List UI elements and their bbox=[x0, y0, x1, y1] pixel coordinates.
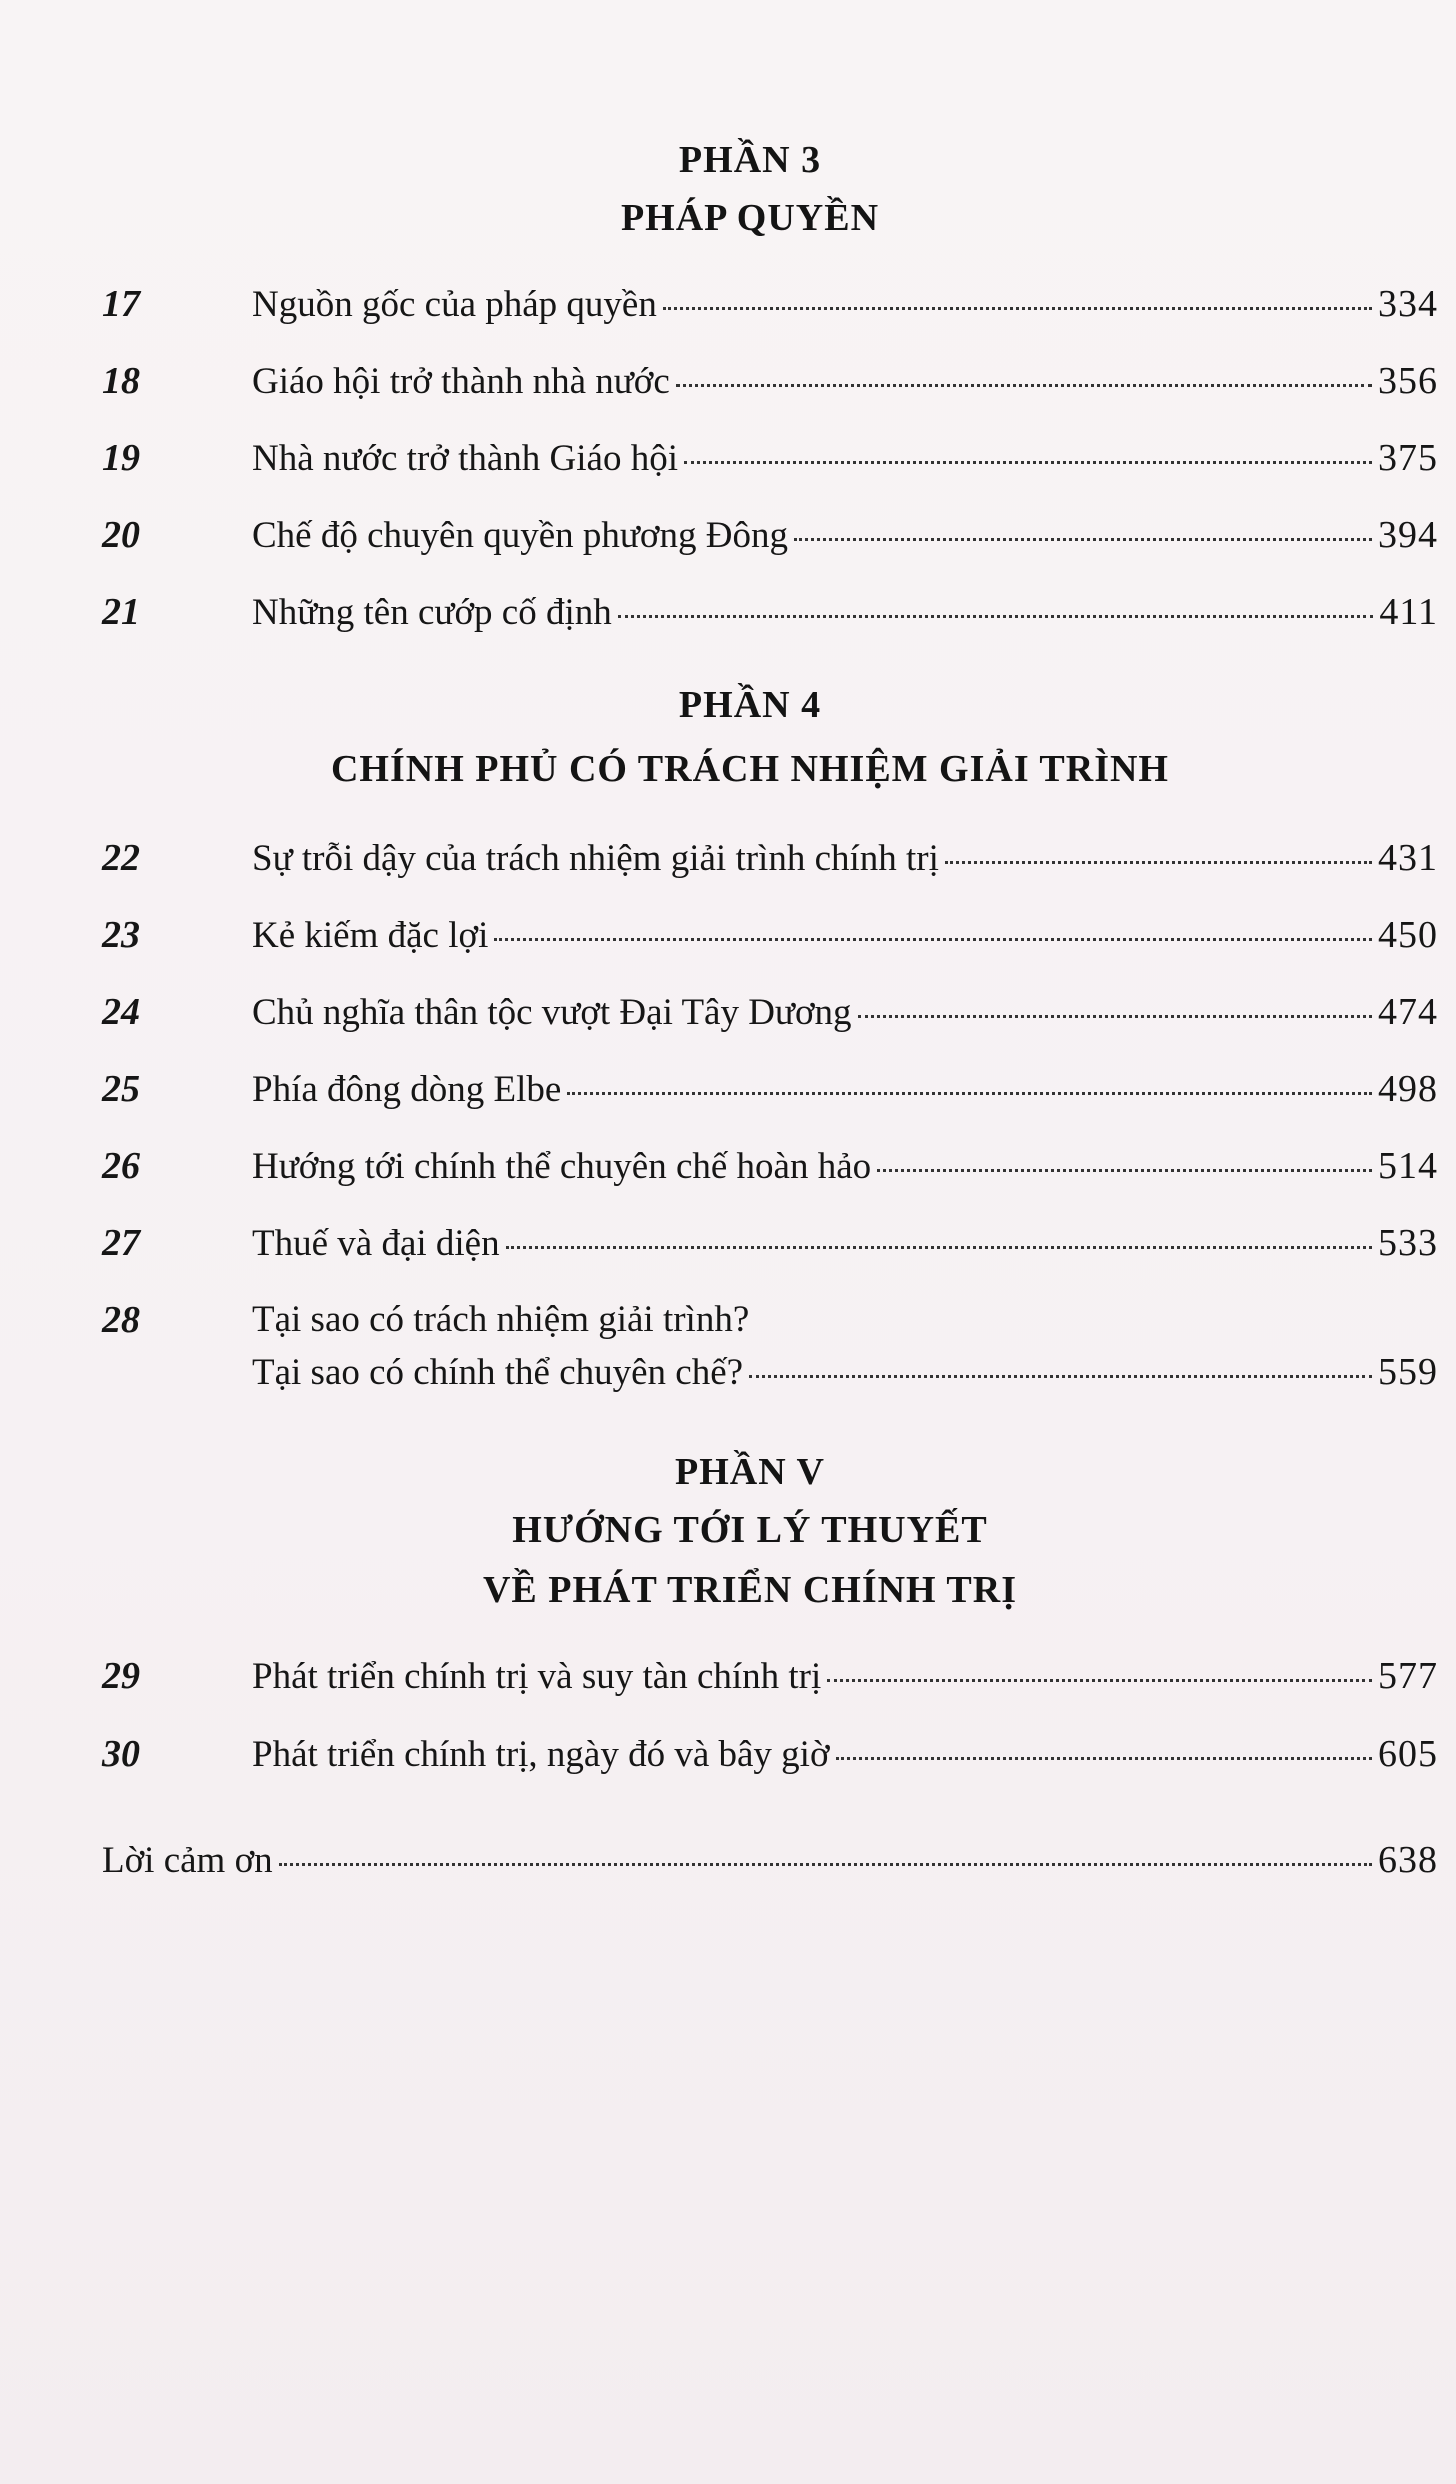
acknowledgements-title: Lời cảm ơn bbox=[102, 1840, 273, 1881]
toc-entry bbox=[102, 1644, 1438, 1706]
toc-entry bbox=[102, 980, 1438, 1042]
chapter-number: 19 bbox=[102, 437, 140, 479]
page-number: 450 bbox=[1378, 914, 1438, 956]
chapter-number: 26 bbox=[102, 1145, 140, 1187]
chapter-title: Nhà nước trở thành Giáo hội bbox=[252, 438, 679, 479]
page-number: 514 bbox=[1378, 1145, 1438, 1187]
toc-entry bbox=[102, 426, 1438, 488]
chapter-number: 22 bbox=[102, 837, 140, 879]
chapter-title: Kẻ kiếm đặc lợi bbox=[252, 915, 489, 956]
dot-leader bbox=[663, 307, 1372, 310]
toc-entry bbox=[102, 1134, 1438, 1196]
page-number: 498 bbox=[1378, 1068, 1438, 1110]
dot-leader bbox=[945, 861, 1372, 864]
chapter-title: Phát triển chính trị và suy tàn chính trị bbox=[252, 1656, 822, 1697]
part-heading-label: PHẦN 3 bbox=[678, 139, 822, 181]
dot-leader bbox=[877, 1169, 1372, 1172]
chapter-title: Thuế và đại diện bbox=[252, 1223, 500, 1264]
page-number: 394 bbox=[1378, 514, 1438, 556]
chapter-title: Tại sao có chính thể chuyên chế? bbox=[252, 1352, 744, 1393]
part-heading-label: PHẦN 4 bbox=[678, 684, 822, 726]
dot-leader bbox=[279, 1863, 1372, 1866]
chapter-title: Những tên cướp cố định bbox=[252, 592, 612, 633]
dot-leader bbox=[494, 938, 1372, 941]
chapter-title: Nguồn gốc của pháp quyền bbox=[252, 284, 657, 325]
page-number: 559 bbox=[1378, 1351, 1438, 1393]
dot-leader bbox=[618, 615, 1374, 618]
chapter-number: 23 bbox=[102, 914, 140, 956]
page-number: 334 bbox=[1378, 283, 1438, 325]
part-heading-title: CHÍNH PHỦ CÓ TRÁCH NHIỆM GIẢI TRÌNH bbox=[330, 748, 1169, 790]
chapter-number: 18 bbox=[102, 360, 140, 402]
toc-entry bbox=[102, 503, 1438, 565]
dot-leader bbox=[567, 1092, 1372, 1095]
chapter-number: 30 bbox=[102, 1733, 140, 1775]
chapter-number: 21 bbox=[102, 591, 140, 633]
chapter-number: 24 bbox=[102, 991, 140, 1033]
toc-entry bbox=[102, 349, 1438, 411]
chapter-title: Sự trỗi dậy của trách nhiệm giải trình chính trị bbox=[252, 838, 939, 879]
part-heading-title: HƯỚNG TỚI LÝ THUYẾT bbox=[512, 1509, 988, 1551]
chapter-title: Phát triển chính trị, ngày đó và bây giờ bbox=[252, 1734, 830, 1775]
chapter-title: Chủ nghĩa thân tộc vượt Đại Tây Dương bbox=[252, 992, 852, 1033]
dot-leader bbox=[684, 461, 1372, 464]
toc-entry bbox=[102, 1722, 1438, 1784]
chapter-title: Giáo hội trở thành nhà nước bbox=[252, 361, 670, 402]
page-number: 356 bbox=[1378, 360, 1438, 402]
dot-leader bbox=[676, 384, 1372, 387]
chapter-number: 20 bbox=[102, 514, 140, 556]
toc-entry bbox=[102, 1288, 1438, 1428]
toc-entry bbox=[102, 1057, 1438, 1119]
chapter-title: Phía đông dòng Elbe bbox=[252, 1069, 562, 1110]
part-heading-title: PHÁP QUYỀN bbox=[620, 197, 880, 239]
page-number: 638 bbox=[1378, 1839, 1438, 1881]
chapter-number: 25 bbox=[102, 1068, 140, 1110]
chapter-number: 17 bbox=[102, 283, 140, 325]
toc-entry bbox=[102, 580, 1438, 642]
dot-leader bbox=[794, 538, 1372, 541]
page-number: 533 bbox=[1378, 1222, 1438, 1264]
dot-leader bbox=[749, 1375, 1372, 1378]
part-heading-label: PHẦN V bbox=[675, 1451, 825, 1493]
chapter-title: Chế độ chuyên quyền phương Đông bbox=[252, 515, 788, 556]
toc-entry bbox=[102, 272, 1438, 334]
chapter-number: 27 bbox=[102, 1222, 140, 1264]
page-number: 605 bbox=[1378, 1733, 1438, 1775]
dot-leader bbox=[836, 1757, 1372, 1760]
toc-entry bbox=[102, 1211, 1438, 1273]
dot-leader bbox=[506, 1246, 1372, 1249]
toc-entry bbox=[102, 903, 1438, 965]
dot-leader bbox=[827, 1679, 1372, 1682]
page-number: 474 bbox=[1378, 991, 1438, 1033]
dot-leader bbox=[858, 1015, 1372, 1018]
toc-entry-acknowledgements bbox=[102, 1838, 1438, 1882]
page-number: 577 bbox=[1378, 1655, 1438, 1697]
part-heading-title: VỀ PHÁT TRIỂN CHÍNH TRỊ bbox=[482, 1569, 1017, 1611]
chapter-number: 29 bbox=[102, 1655, 140, 1697]
page-number: 375 bbox=[1378, 437, 1438, 479]
toc-entry bbox=[102, 826, 1438, 888]
page-number: 431 bbox=[1378, 837, 1438, 879]
chapter-title-line1: Tại sao có trách nhiệm giải trình? bbox=[252, 1299, 750, 1340]
chapter-title: Hướng tới chính thể chuyên chế hoàn hảo bbox=[252, 1146, 872, 1187]
chapter-number: 28 bbox=[102, 1299, 140, 1341]
page-number: 411 bbox=[1379, 591, 1438, 633]
